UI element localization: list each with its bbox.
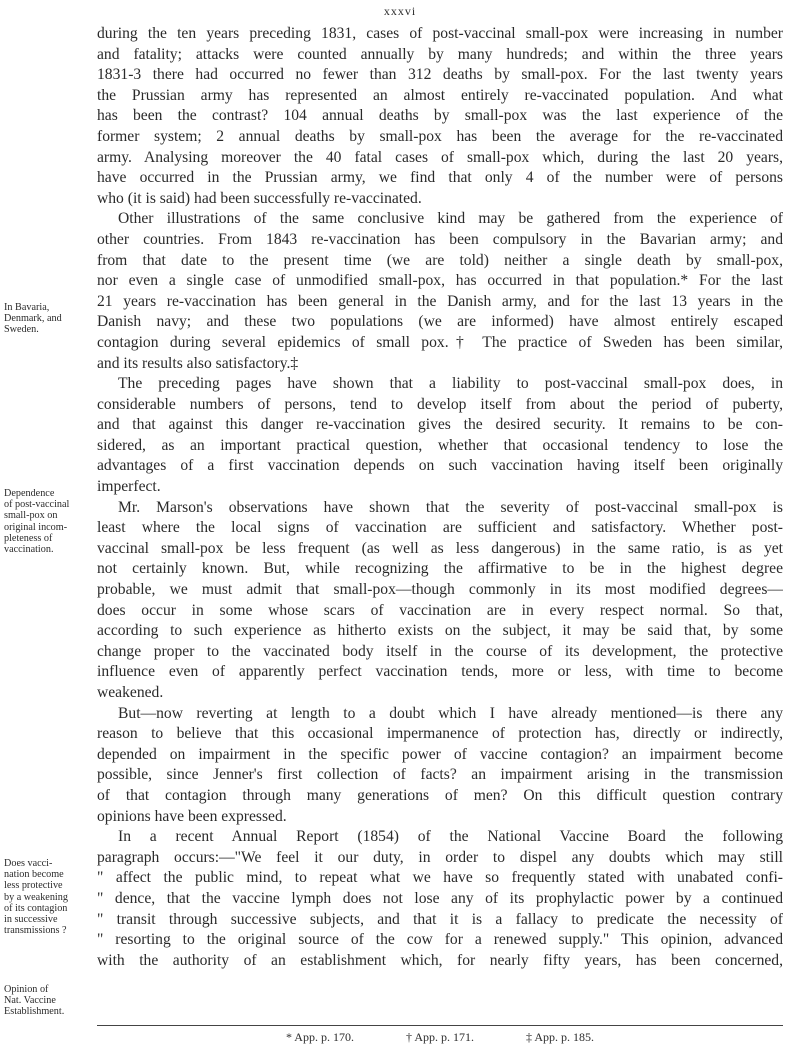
text-line: paragraph occurs:—"We feel it our duty, in order to dispel any doubts which may still [97, 848, 783, 866]
text-line: change proper to the vaccinated body itself in the course of its development, the protective [97, 642, 783, 660]
footnote-rule [97, 1025, 783, 1026]
text-line: other countries. From 1843 re-vaccination has been compulsory in the Bavarian army; and [97, 230, 783, 248]
margin-note: In Bavaria, Denmark, and Sweden. [4, 302, 62, 336]
text-line: reason to believe that this occasional impermanence of protection has, directly or indirectly, [97, 725, 783, 743]
text-line: according to such experience as hitherto exists on the subject, it may be said that, by some [97, 622, 783, 640]
text-line: 21 years re-vaccination has been general in the Danish army, and for the last 13 years in the [97, 292, 783, 310]
text-line: considerable numbers of persons, tend to develop itself from about the period of puberty, [97, 395, 783, 413]
margin-note: Does vacci- nation become less protective by a weakening of its contagion in successive transmissions ? [4, 858, 68, 937]
text-line: and that against this danger re-vaccination gives the desired security. It remains to be con- [97, 416, 783, 434]
text-line: have occurred in the Prussian army, we find that only 4 of the number were of persons [97, 169, 783, 187]
text-line: But—now reverting at length to a doubt which I have already mentioned—is there any [118, 704, 783, 722]
text-line: possible, since Jenner's first collection of facts? an impairment arising in the transmission [97, 766, 783, 784]
text-line: and fatality; attacks were counted annually by many hundreds; and within the three years [97, 45, 783, 63]
text-line: nor even a single case of unmodified small-pox, has occurred in that population.* For the last [97, 272, 783, 290]
text-line: vaccinal small-pox be less frequent (as well as less dangerous) in the same ratio, is as yet [97, 539, 783, 557]
text-line: Mr. Marson's observations have shown that the severity of post-vaccinal small-pox is [118, 498, 783, 516]
text-line: of that contagion through many generations of men? On this difficult question contrary [97, 786, 783, 804]
footnote: ‡ App. p. 185. [526, 1030, 595, 1044]
text-line: " dence, that the vaccine lymph does not lose any of its prophylactic power by a continued [97, 889, 783, 907]
text-line: army. Analysing moreover the 40 fatal cases of small-pox which, during the last 20 years, [97, 148, 783, 166]
footnotes [97, 1030, 783, 1044]
text-line: from that date to the present time (we are told) neither a single death by small-pox, [97, 251, 783, 269]
text-line: depended on impairment in the specific power of vaccine contagion? an impairment become [97, 745, 783, 763]
margin-note: Opinion of Nat. Vaccine Establishment. [4, 984, 65, 1018]
text-line: opinions have been expressed. [97, 807, 287, 825]
footnote: * App. p. 170. [285, 1030, 354, 1044]
text-line: with the authority of an establishment which, for nearly fifty years, has been concerned, [97, 951, 783, 969]
text-line: imperfect. [97, 478, 161, 496]
text-line: " affect the public mind, to repeat what we have so frequently stated with unabated confi- [97, 869, 783, 887]
text-line: influence even of apparently perfect vaccination tends, more or less, with time to become [97, 663, 783, 681]
text-line: weakened. [97, 684, 164, 701]
text-line: advantages of a first vaccination depends on such vaccination having itself been originally [97, 457, 783, 475]
text-line: former system; 2 annual deaths by small-pox has been the average for the re-vaccinated [97, 127, 783, 145]
page-number: xxxvi [383, 4, 417, 18]
text-line: probable, we must admit that small-pox—though commonly in its most modified degrees— [97, 581, 783, 599]
text-line: sidered, as an important practical question, whether that occasional tendency to lose the [97, 436, 783, 454]
text-line: the Prussian army has represented an almost entirely re-vaccinated population. And what [97, 86, 783, 104]
footnote: † App. p. 171. [405, 1030, 474, 1044]
text-line: The preceding pages have shown that a liability to post-vaccinal small-pox does, in [118, 375, 783, 393]
text-line: " transit through successive subjects, and that it is a fallacy to predicate the necessity of [97, 910, 783, 928]
text-line: " resorting to the original source of the cow for a renewed supply." This opinion, advanced [97, 931, 783, 949]
text-line: least where the local signs of vaccination are sufficient and satisfactory. Whether post- [97, 519, 783, 537]
text-line: Other illustrations of the same conclusive kind may be gathered from the experience of [118, 210, 783, 228]
text-line: Danish navy; and these two populations (we are informed) have almost entirely escaped [97, 313, 783, 331]
text-line: who (it is said) had been successfully re-vaccinated. [97, 189, 422, 207]
text-line: has been the contrast? 104 annual deaths by small-pox was the last experience of the [97, 107, 783, 125]
margin-note: Dependence of post-vaccinal small-pox on original incom- pleteness of vaccination. [4, 488, 70, 556]
text-line: contagion during several epidemics of small pox.† The practice of Sweden has been similar, [97, 333, 783, 351]
text-line: not certainly known. But, while recognizing the affirmative to be in the highest degree [97, 560, 783, 578]
text-line: 1831-3 there had occurred no fewer than 312 deaths by small-pox. For the last twenty years [97, 66, 783, 84]
body-text [97, 24, 783, 971]
text-line: does occur in some whose scars of vaccination are in every respect normal. So that, [97, 601, 783, 619]
text-line: In a recent Annual Report (1854) of the National Vaccine Board the following [118, 828, 783, 846]
text-line: during the ten years preceding 1831, cases of post-vaccinal small-pox were increasing in number [97, 25, 783, 42]
text-line: and its results also satisfactory.‡ [97, 354, 299, 372]
